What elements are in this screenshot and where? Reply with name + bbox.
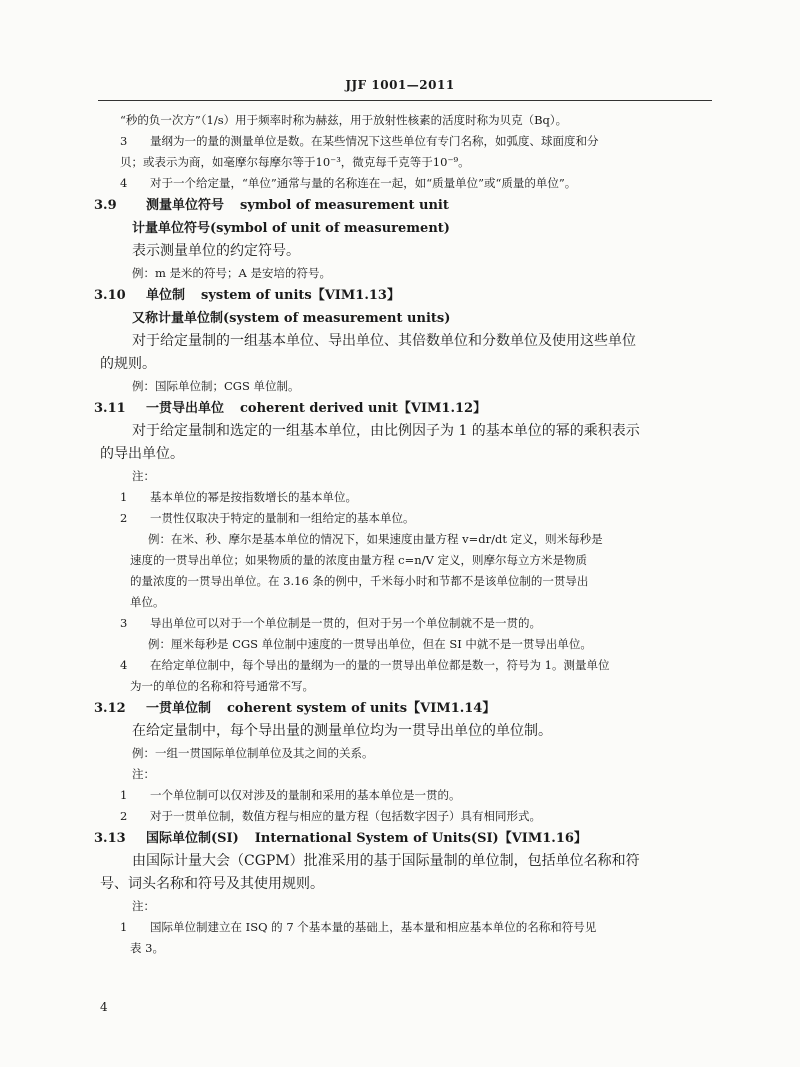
example-cont: 的量浓度的一贯导出单位。在 3.16 条的例中，千米每小时和节都不是该单位制的一贯导出: [130, 574, 589, 588]
note-line: 量纲为一的量的测量单位是数。在某些情况下这些单位有专门名称，如弧度、球面度和分: [150, 134, 599, 148]
example: 例：在米、秒、摩尔是基本单位的情况下，如果速度由量方程 v=dr/dt 定义，则米每秒是: [148, 532, 603, 546]
notes-label: 注：: [132, 469, 155, 483]
note-line-cont: 表 3。: [130, 941, 164, 955]
note-line: 基本单位的幂是按指数增长的基本单位。: [150, 490, 357, 504]
header-rule: [98, 100, 712, 101]
definition: 对于给定量制和选定的一组基本单位，由比例因子为 1 的基本单位的幂的乘积表示: [132, 423, 640, 439]
note-line: 对于一贯单位制，数值方程与相应的量方程（包括数字因子）具有相同形式。: [150, 809, 541, 823]
section-heading-3-11: 3.11 一贯导出单位 coherent derived unit【VIM1.12】: [94, 401, 487, 416]
note-line: 在给定单位制中，每个导出的量纲为一的量的一贯导出单位都是数一，符号为 1。测量单位: [150, 658, 610, 672]
page-number: 4: [100, 1000, 108, 1014]
running-header: JJF 1001—2011: [345, 78, 455, 92]
definition-cont: 的导出单位。: [100, 446, 184, 462]
definition: 对于给定量制的一组基本单位、导出单位、其倍数单位和分数单位及使用这些单位: [132, 333, 636, 349]
note-line: 一贯性仅取决于特定的量制和一组给定的基本单位。: [150, 511, 415, 525]
alt-term: 又称计量单位制(system of measurement units): [132, 311, 451, 326]
note-line: 一个单位制可以仅对涉及的量制和采用的基本单位是一贯的。: [150, 788, 461, 802]
notes-label: 注：: [132, 767, 155, 781]
definition: 在给定量制中，每个导出量的测量单位均为一贯导出单位的单位制。: [132, 723, 552, 739]
example-cont: 速度的一贯导出单位；如果物质的量的浓度由量方程 c=n/V 定义，则摩尔每立方米是物质: [130, 553, 587, 567]
note-line: 贝；或表示为商，如毫摩尔每摩尔等于10⁻³，微克每千克等于10⁻⁹。: [120, 155, 470, 169]
example: 例：一组一贯国际单位制单位及其之间的关系。: [132, 746, 374, 760]
note-line: 对于一个给定量，“单位”通常与量的名称连在一起，如“质量单位”或“质量的单位”。: [150, 176, 577, 190]
definition: 表示测量单位的约定符号。: [132, 243, 300, 259]
note-line-cont: 为一的单位的名称和符号通常不写。: [130, 679, 314, 693]
page-content: “秒的负一次方”（1/s）用于频率时称为赫兹，用于放射性核素的活度时称为贝克（Bq）。 3 量纲为一的量的测量单位是数。在某些情况下这些单位有专门名称，如弧度、球面度和分 贝；或表示为商，如毫摩尔每摩尔等于10⁻³，微克每千克等于10⁻⁹。 4 对于一个给定量，“单位”通常与量的名称连在一起，如“质量单位”或“质量的单位”。 3.9 测量单位符号 symbol of measurement unit 计量单位符号(symbol of unit of measurement) 表示测量单位的约定符号。 例：m 是米的符号；A 是安培的符号。 3.10 单位制 system of units【VIM1.13】 又称计量单位制(system of measurement units) 对于给定量制的一组基本单位、导出单位、其倍数单位和分数单位及使用这些单位 的规则。 例：国际单位制；CGS 单位制。 3.11 一贯导出单位 coherent derived unit【VIM1.12】 对于给定量制和选定的一组基本单位，由比例因子为 1 的基本单位的幂的乘积表示 的导出单位。 注： 1 基本单位的幂是按指数增长的基本单位。 2 一贯性仅取决于特定的量制和一组给定的基本单位。 例：在米、秒、摩尔是基本单位的情况下，如果速度由量方程 v=dr/dt 定义，则米每秒是 速度的一贯导出单位；如果物质的量的浓度由量方程 c=n/V 定义，则摩尔每立方米是物质 的量浓度的一贯导出单位。在 3.16 条的例中，千米每小时和节都不是该单位制的一贯导出 单位。 3 导出单位可以对于一个单位制是一贯的，但对于另一个单位制就不是一贯的。 例：厘米每秒是 CGS 单位制中速度的一贯导出单位，但在 SI 中就不是一贯导出单位。 4 在给定单位制中，每个导出的量纲为一的量的一贯导出单位都是数一，符号为 1。测量单位 为一的单位的名称和符号通常不写。 3.12 一贯单位制 coherent system of units【VIM1.14】 在给定量制中，每个导出量的测量单位均为一贯导出单位的单位制。 例：一组一贯国际单位制单位及其之间的关系。 注： 1 一个单位制可以仅对涉及的量制和采用的基本单位是一贯的。 2 对于一贯单位制，数值方程与相应的量方程（包括数字因子）具有相同形式。 3.13 国际单位制(SI) International System of Units(SI)【VIM1.16】 由国际计量大会（CGPM）批准采用的基于国际量制的单位制，包括单位名称和符 号、词头名称和符号及其使用规则。 注： 1 国际单位制建立在 ISQ 的 7 个基本量的基础上，基本量和相应基本单位的名称和符号见 表 3。: [100, 110, 712, 959]
example: 例：厘米每秒是 CGS 单位制中速度的一贯导出单位，但在 SI 中就不是一贯导出单位。: [148, 637, 592, 651]
definition: 由国际计量大会（CGPM）批准采用的基于国际量制的单位制，包括单位名称和符: [132, 853, 640, 869]
note-line: 国际单位制建立在 ISQ 的 7 个基本量的基础上，基本量和相应基本单位的名称和符号见: [150, 920, 597, 934]
example-cont: 单位。: [130, 595, 165, 609]
section-heading-3-12: 3.12 一贯单位制 coherent system of units【VIM1.14】: [94, 701, 496, 716]
definition-cont: 的规则。: [100, 356, 156, 372]
section-heading-3-13: 3.13 国际单位制(SI) International System of Units(SI)【VIM1.16】: [94, 831, 587, 846]
note-number: 4: [120, 176, 128, 190]
section-heading-3-9: 3.9 测量单位符号 symbol of measurement unit: [94, 198, 449, 213]
section-heading-3-10: 3.10 单位制 system of units【VIM1.13】: [94, 288, 400, 303]
alt-term: 计量单位符号(symbol of unit of measurement): [132, 221, 450, 236]
notes-label: 注：: [132, 899, 155, 913]
definition-cont: 号、词头名称和符号及其使用规则。: [100, 876, 324, 892]
example: 例：国际单位制；CGS 单位制。: [132, 379, 300, 393]
note-line: 导出单位可以对于一个单位制是一贯的，但对于另一个单位制就不是一贯的。: [150, 616, 541, 630]
example: 例：m 是米的符号；A 是安培的符号。: [132, 266, 332, 280]
note-number: 3: [120, 134, 128, 148]
note-line: “秒的负一次方”（1/s）用于频率时称为赫兹，用于放射性核素的活度时称为贝克（Bq）。: [120, 113, 568, 127]
